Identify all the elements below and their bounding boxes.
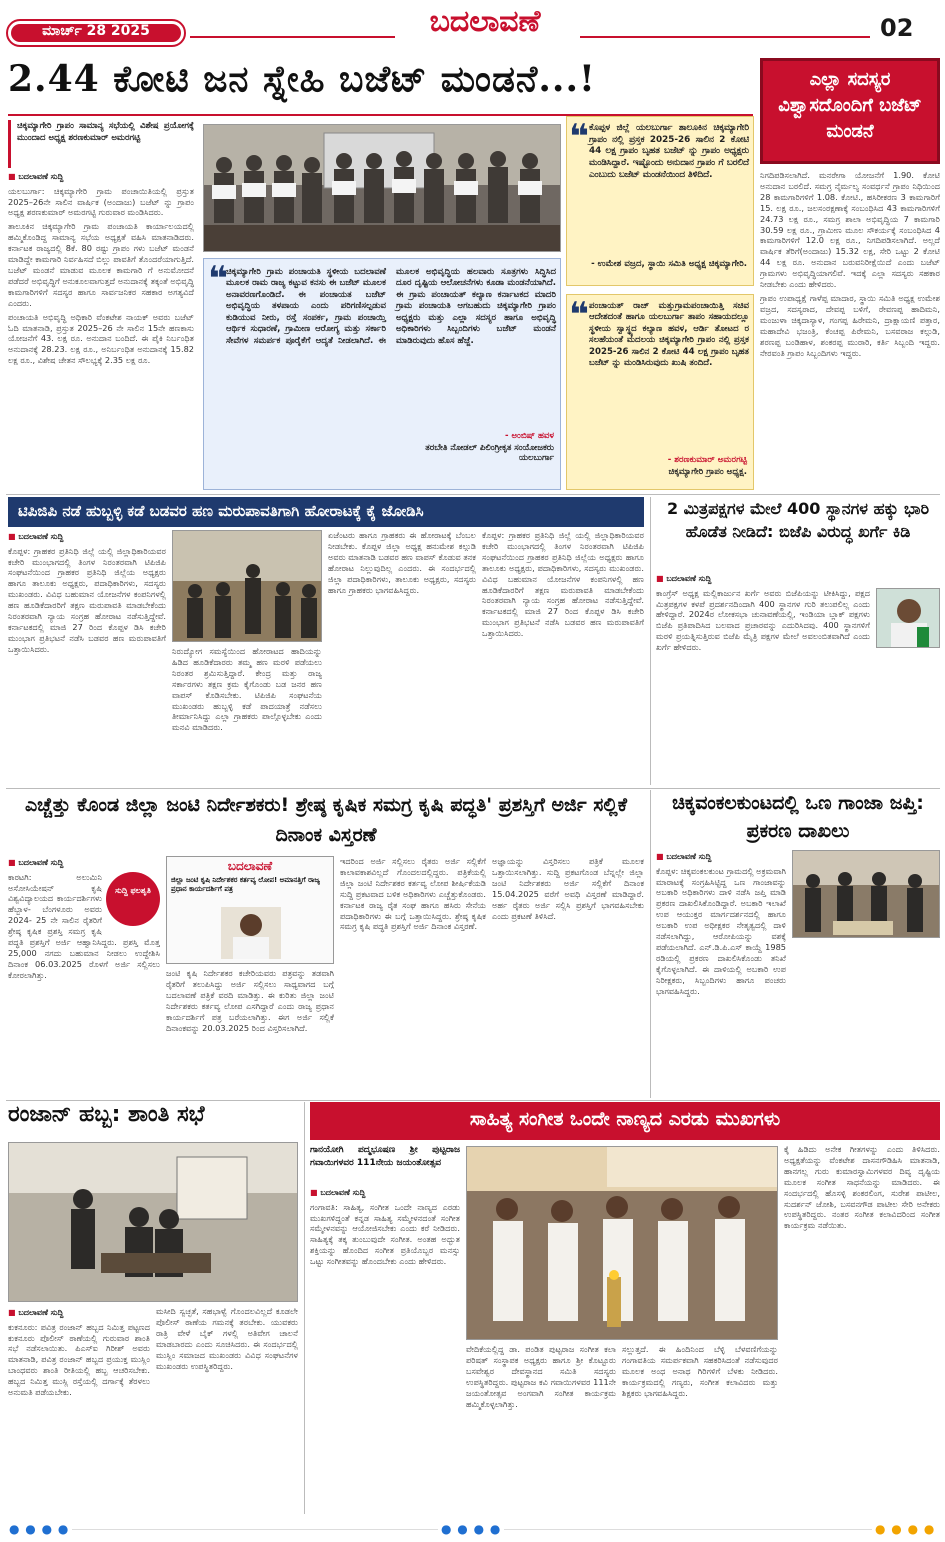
story7-headline: ಸಾಹಿತ್ಯ ಸಂಗೀತ ಒಂದೇ ನಾಣ್ಯದ ಎರಡು ಮುಖಗಳು	[310, 1102, 940, 1140]
story6-photo	[8, 1142, 298, 1302]
story3-headline: 2 ಮಿತ್ರಪಕ್ಷಗಳ ಮೇಲೆ 400 ಸ್ಥಾನಗಳ ಹಕ್ಕು ಭಾರಿ ಹೊಡೆತ ನೀಡಿದೆ: ಬಿಜೆಪಿ ವಿರುದ್ಧ ಖರ್ಗೆ ಕಿಡಿ	[666, 499, 930, 542]
story7-photo	[466, 1146, 778, 1340]
date-badge	[6, 19, 186, 47]
quote-mark-icon: ❝	[208, 259, 228, 299]
budget-meeting-photo	[204, 125, 561, 252]
story5-headline: ಚಿಕ್ಕವಂಕಲಕುಂಟದಲ್ಲಿ ಒಣ ಗಾಂಜಾ ಜಪ್ತಿ: ಪ್ರಕರಣ ದಾಖಲು	[672, 792, 924, 842]
footer-dots-center: ● ● ● ●	[438, 1522, 504, 1536]
story6-headline: ರಂಜಾನ್ ಹಬ್ಬ: ಶಾಂತಿ ಸಭೆ	[8, 1102, 205, 1127]
page-number: 02	[880, 14, 914, 42]
story7-column-3: ಸಲ್ಲುತ್ತದೆ. ಈ ಹಿಂದಿನಿಂದ ಬೆಳ್ಳಿ ಬೆಳವಣಿಗೆಯನ್ನು ಗಂಗಾವತಿಯ ಸಮರ್ಪಕವಾಗಿ ಸಹಕರಿಸಿದಂತೆ ನಡೆಸುವುದರ ಮೂಲಕ ಅಂಧ ಅನಾಥ ಗಿರಿಗಳಿಗೆ ಬೆಳಕು ನೀಡಿದರು. ಕಾರ್ಯಕ್ರಮದಲ್ಲಿ ಗಣ್ಯರು, ಸಂಗೀತ ಕಲಾವಿದರು ಮತ್ತು ಶಿಕ್ಷಕರು ಭಾಗವಹಿಸಿದ್ದರು.	[622, 1344, 778, 1398]
story7-column-2: ವೇದಿಕೆಯಲ್ಲಿದ್ದ ಡಾ. ಪಂಡಿತ ಪುಟ್ಟರಾಜ ಸಂಗೀತ ಕಲಾ ಪರಿಷತ್ ಸಂಸ್ಥಾಪಕ ಅಧ್ಯಕ್ಷರು ಹಾಗೂ ಶ್ರೀ ಕೊಟ್ಟೂರು ಬಸವೇಶ್ವರ ದೇವಸ್ಥಾನದ ಸಮಿತಿ ಸದಸ್ಯರು ಉಪಸ್ಥಿತರಿದ್ದರು. ಪುಟ್ಟರಾಜ ಕವಿ ಗವಾಯಿಗಳವರ 111ನೇ ಜಯಂತೋತ್ಸವ ಅಂಗವಾಗಿ ಸಂಗೀತ ಕಾರ್ಯಕ್ರಮ ಹಮ್ಮಿಕೊಳ್ಳಲಾಗಿತ್ತು.	[466, 1344, 616, 1409]
story4-column-3: ಇದರಿಂದ ಅರ್ಜಿ ಸಲ್ಲಿಸಲು ರೈತರು ಅರ್ಜಿ ಸಲ್ಲಿಕೆಗೆ ಕಾಲಾವಕಾಶವಿಲ್ಲದೆ ಗೊಂದಲದಲ್ಲಿದ್ದರು. ಪತ್ರಿಕೆಯಲ್ಲಿ ಜಿಲ್ಲಾ ಜಂಟಿ ನಿರ್ದೇಶಕರ ಕರ್ತವ್ಯ ಲೋಪ ಶೀರ್ಷಿಕೆಯಡಿ ಸುದ್ದಿ ಪ್ರಕಟವಾದ ಬಳಿಕ ಅಧಿಕಾರಿಗಳು ಎಚ್ಚೆತ್ತುಕೊಂಡರು. ಕರ್ನಾಟಕ ರಾಜ್ಯ ರೈತ ಸಂಘ ಹಾಗೂ ಹಸಿರು ಸೇನೆಯ ಪದಾಧಿಕಾರಿಗಳು ಈ ಬಗ್ಗೆ ಒತ್ತಾಯಿಸಿದ್ದರು. ಶ್ರೇಷ್ಠ ಕೃಷಿಕ ಸಮಗ್ರ ಕೃಷಿ ಪದ್ಧತಿ ಪ್ರಶಸ್ತಿಗೆ ಅರ್ಜಿ ದಿನಾಂಕ ವಿಸ್ತರಣೆ.	[340, 856, 486, 932]
newspaper-clipping: ಬದಲಾವಣೆ ಜಿಲ್ಲಾ ಜಂಟಿ ಕೃಷಿ ನಿರ್ದೇಶಕರ ಕರ್ತವ್ಯ ಲೋಪ! ಅಮಾನತ್ತಿಗೆ ರಾಜ್ಯ ಪ್ರಧಾನ ಕಾರ್ಯದರ್ಶಿಗೆ ಪತ್ರ	[166, 856, 334, 964]
story2-column-1: ■ ಬದಲಾವಣೆ ಸುದ್ದಿ ಕೊಪ್ಪಳ: ಗ್ರಾಹಕರ ಪ್ರತಿನಿಧಿ ಜಿಲ್ಲೆ ಯಲ್ಲಿ ಜಿಲ್ಲಾಧಿಕಾರಿಯವರ ಕಚೇರಿ ಮುಂಭಾಗದಲ್ಲಿ ತಿಂಗಳ ನಿರಂತರವಾಗಿ ಟಿಪಿಜಿಪಿ ಸಂಘಟನೆಯಿಂದ ಗ್ರಾಹಕರ ಪ್ರತಿನಿಧಿ ಜಿಲ್ಲೆಯ ಅಧ್ಯಕ್ಷರು ಹಾಗೂ ತಾಲೂಕು ಅಧ್ಯಕ್ಷರು, ಪದಾಧಿಕಾರಿಗಳು, ಸದಸ್ಯರು ಮುಖಂಡರು. ವಿವಿಧ ಬಹುಮಾನ ಯೋಜನೆಗಳ ಕಂಪನಿಗಳಲ್ಲಿ ಹಣ ಹೂಡಿಕೆದಾರರಿಗೆ ತಕ್ಷಣ ಮರುಪಾವತಿ ಮಾಡಬೇಕೆಂದು ನಿರಂತರವಾಗಿ ನ್ಯಾಯ ಸಂಗ್ರಹ ಹೋರಾಟ ನಡೆಸುತ್ತಿದ್ದೇವೆ. ಕರ್ನಾಟಕದಲ್ಲಿ ಮಾಜಿ 27 ರಿಂದ ಕೊಪ್ಪಳ ಡಿಸಿ ಕಚೇರಿ ಮುಂಭಾಗ ಪ್ರತಿಭಟನೆ ನಡೆಸಿ ಬಡವರ ಹಣ ಮರುಪಾವತಿಗೆ ಒತ್ತಾಯಿಸಿದರು.	[8, 530, 166, 785]
paper-logo: ಬದಲಾವಣೆ	[429, 4, 541, 39]
story6-column-2: ಮಸೀದಿ ಸ್ವಚ್ಛತೆ, ಸಹಭಾಳ್ವೆ ಗೊಂದಲವಿಲ್ಲದೆ ಕೂಡಲೇ ಪೊಲೀಸ್ ಠಾಣೆಯ ಗಮನಕ್ಕೆ ತರಬೇಕು. ಯುವಕರು ರಾತ್ರಿ ವೇಳೆ ಬೈಕ್ ಗಳಲ್ಲಿ ಅತಿವೇಗ ಚಾಲನೆ ಮಾಡಬಾರದು ಎಂದು ಸೂಚಿಸಿದರು. ಈ ಸಂದರ್ಭದಲ್ಲಿ ಮುಸ್ಲಿಂ ಸಮಾಜದ ಮುಖಂಡರು ವಿವಿಧ ಸಂಘಟನೆಗಳ ಮುಖಂಡರು ಉಪಸ್ಥಿತರಿದ್ದರು.	[156, 1306, 298, 1371]
story7-column-4: ಕೈ ಹಿಡಿದು ಅನೇಕ ಗೀತಗಳನ್ನು ಎಂದು ತಿಳಿಸಿದರು. ಅಧ್ಯಕ್ಷತೆಯನ್ನು ವೆಂಕಟೇಶ ದಾಸನಗೌಡಿಹಿಸಿ ಮಾತನಾಡಿ, ಹಾನಗಲ್ಲ ಗುರು ಕುಮಾರಸ್ವಾಮಿಗಳವರ ದಿವ್ಯ ದೃಷ್ಟಿಯ ಮೂಲಕ ಸಂಗೀತ ಸಾಧನೆಯನ್ನು ಮಾಡಿದರು. ಈ ಸಂದರ್ಭದಲ್ಲಿ ಹೊಸಳ್ಳಿ ಶಂಕರಲಿಂಗ, ಸುರೇಶ ಪಾಟೀಲ, ಸುದರ್ಶನ್ ಜೋಶಿ, ಬಸವನಗೌಡ ಪಾಟೀಲ ಸೇರಿ ಅನೇಕರು ಉಪಸ್ಥಿತರಿದ್ದರು. ನಂತರ ಸಂಗೀತ ಕಲಾವಿದರಿಂದ ಸಂಗೀತ ಕಾರ್ಯಕ್ರಮ ನಡೆಯಿತು.	[784, 1144, 940, 1231]
officer-portrait	[221, 907, 281, 959]
quote-box-yellow-1: ❝ ಕೊಪ್ಪಳ ಜಿಲ್ಲೆ ಯಲಬುರ್ಗಾ ತಾಲೂಕಿನ ಚಿಕ್ಕಮ್ಯಾಗೇರಿ ಗ್ರಾಪಂ ನಲ್ಲಿ ಪ್ರಸ್ತಕ 2025-26 ಸಾಲಿನ 2 ಕೋಟಿ 44 ಲಕ್ಷ ಗ್ರಾಪಂ ಬೃಹತ ಬಜೆಟ್ ನ್ನು ಗ್ರಾಪಂ ಅಧ್ಯಕ್ಷರು ಮಂಡಿಸಿದ್ದಾರೆ. ಇಷ್ಟೊಂದು ಅನುದಾನ ಗ್ರಾಪಂ ಗೆ ಬರಲಿದೆ ಎಂಬುದು ಬಜೆಟ್ ಮಂಡನೆಯಿಂದ ತಿಳಿದಿದೆ. - ಉಮೇಶ ವಜ್ರದ, ಸ್ಥಾಯಿ ಸಮಿತಿ ಅಧ್ಯಕ್ಷ ಚಿಕ್ಕಮ್ಯಾಗೇರಿ.	[566, 116, 754, 286]
quote-box-yellow-2: ❝ ಪಂಚಾಯತ್ ರಾಜ್ ಮತ್ತುಗ್ರಾಮಪಂಚಾಯಿತ್ತಿ ಸಚಿವ ಆದೇಶದಂತೆ ಹಾಗೂ ಯಲಬುರ್ಗಾ ತಾಪಂ ಸಹಾಯದಲ್ಲೂ ಸ್ಥಳೀಯ ಸ್ವಾಸ್ಥ್ಯದ ಕಲ್ಯಾಣ ಹವಳ, ಆರ್ಡಿ ತೋಟದ ರ ಸಲಹೆಯಂತೆ ಮದಲಯ ಚಿಕ್ಕಮ್ಯಾಗೇರಿ ಗ್ರಾಪಂ ನಲ್ಲಿ ಪ್ರಸ್ತಕ 2025-26 ಸಾಲಿನ 2 ಕೋಟಿ 44 ಲಕ್ಷ ಗ್ರಾಪಂ ಬೃಹತ ಬಜೆಟ್ ನ್ನು ಮಂಡಿಸಿರುವುದು ಖುಷಿ ತಂದಿದೆ. - ಶರಣಕುಮಾರ್ ಅಮರಗಟ್ಟಿ ಚಿಕ್ಕಮ್ಯಾಗೇರಿ ಗ್ರಾಪಂ ಅಧ್ಯಕ್ಷ.	[566, 294, 754, 490]
footer-dots-right: ● ● ● ●	[872, 1522, 938, 1536]
lead-body-column: ■ ಬದಲಾವಣೆ ಸುದ್ದಿ ಯಲಬುರ್ಗಾ: ಚಿಕ್ಕಮ್ಯಾಗೇರಿ ಗ್ರಾಮ ಪಂಚಾಯಿತಿಯಲ್ಲಿ ಪ್ರಸ್ತುತ 2025–26ನೇ ಸಾಲಿನ ವಾರ್ಷಿಕ (ಅಂದಾಜು) ಬಜೆಟ್ ನ್ನು ಗ್ರಾಪಂ ಅಧ್ಯಕ್ಷ ಶರಣಕುಮಾರ್ ಅಮರಗಟ್ಟಿ ಗುರುವಾರ ಮಂಡಿಸಿದರು. ತಾಲೂಕಿನ ಚಿಕ್ಕಮ್ಯಾಗೇರಿ ಗ್ರಾಮ ಪಂಚಾಯತಿ ಕಾರ್ಯಾಲಯದಲ್ಲಿ ಹಮ್ಮಿಕೊಂಡಿದ್ದ ಸಾಮಾನ್ಯ ಸಭೆಯ ಅಧ್ಯಕ್ಷತೆ ವಹಿಸಿ ಮಾತನಾಡಿದರು. ಕರ್ನಾಟಕ ರಾಜ್ಯದಲ್ಲಿ 8ಕೆ. 80 ರಷ್ಟು ಗ್ರಾಪಂ ಗಳು ಬಜೆಟ್ ಮಂಡನೆ ಮಾಡಿದ್ದೇ ಕಾಮಗಾರಿ ನಿರ್ವಹಿಸದೆ ಬಿಲ್ಲು ಪಾವತಿಗೆ ತೊಂದರೆಯಾಗುತ್ತಿದೆ. ಬಜೆಟ್ ಮಂಡನೆ ಮಾಡುವ ಮೂಲಕ ಕಾಮಗಾರಿ ಗೆ ಅನುಮೋದನೆ ಪಡೆದರೆ ಅಭಿವೃದ್ಧಿಗೆ ಅನುಕೂಲವಾಗುತ್ತದೆ ಅನುದಾನಕ್ಕೆ ತಕ್ಕಂತೆ ಅಭಿವೃದ್ಧಿ ಕಾಮಗಾರಿಗಳಿಗೆ ಸದಸ್ಯರ ಹಾಗೂ ಸಾರ್ವಜನಿಕರ ಸಹಕಾರ ಅಗತ್ಯವಿದೆ ಎಂದರು. ಪಂಚಾಯತಿ ಅಭಿವೃದ್ಧಿ ಅಧಿಕಾರಿ ವೆಂಕಟೇಶ ನಾಯಕ್ ಅವರು ಬಜೆಟ್ ಓದಿ ಮಾತನಾಡಿ, ಪ್ರಸ್ತುತ 2025–26 ನೇ ಸಾಲಿನ 15ನೇ ಹಣಕಾಸು ಯೋಜನೆಗೆ 43. ಲಕ್ಷ ರೂ. ಅನುದಾನ ಬಂದಿದೆ. ಈ ಪೈಕಿ ನಿರ್ಬಂಧಿತ ಅನುದಾನಕ್ಕೆ 28.23. ಲಕ್ಷ ರೂ., ಅನಿರ್ಬಂಧಿತ ಅನುದಾನಕ್ಕೆ 15.82 ಲಕ್ಷ ರೂ., ವಿಶೇಷ ಚೇತನ ಸೌಲಭ್ಯಕ್ಕೆ 2.35 ಲಕ್ಷ ರೂ.	[8, 170, 194, 492]
footer-dots-left: ● ● ● ●	[6, 1522, 72, 1536]
quote-box-blue: ❝ ಚಿಕ್ಕಮ್ಯಾಗೇರಿ ಗ್ರಾಮ ಪಂಚಾಯತಿ ಸ್ಥಳೀಯ ಬದಲಾವಣೆ ಮೂಲಕ ರಾಮ ರಾಜ್ಯ ಕಟ್ಟುವ ಕನಸು ಈ ಬಜೆಟ್ ಮೂಲಕ ಅನಾವರಣಗೊಂಡಿದೆ. ಈ ಪಂಚಾಯತ ಬಜೆಟ್ ಅಭಿವೃದ್ಧಿಯ ತಳಪಾಯ ಎಂದು ಪರಿಗಣಿಸಲ್ಪಡುವ ಕುಡಿಯುವ ನೀರು, ರಸ್ತೆ ಸಂಪರ್ಕ, ಗ್ರಾಮ ಪಂಚಾಯ್ತಿ ಆರ್ಥಿಕ ಸುಧಾರಣೆ, ಗ್ರಾಮೀಣ ಆರೋಗ್ಯ ಮತ್ತು ಸರ್ಕಾರಿ ಸೇವೆಗಳ ಸಮರ್ಪಕ ಪೂರೈಕೆಗೆ ಆದ್ಯತೆ ನೀಡಲಾಗಿದೆ. ಈ ಮೂಲಕ ಅಭಿವೃದ್ಧಿಯ ಹಲವಾರು ಸೂತ್ರಗಳು ಸಿದ್ಧಿಸಿದ ದೂರ ದೃಷ್ಟಿಯ ಆಲೋಚನೆಗಳು ಕೂಡಾ ಮಂಡನೆಯಾಗಿದೆ. ಈ ಗ್ರಾಮ ಪಂಚಾಯತ್ ಕಲ್ಯಾಣ ಕರ್ನಾಟಕದ ಮಾದರಿ ಗ್ರಾಮ ಪಂಚಾಯತಿ ಆಗಬಹುದು ಚಿಕ್ಕಮ್ಯಾಗೇರಿ ಗ್ರಾಪಂ ಅಧ್ಯಕ್ಷರು ಮತ್ತು ಎಲ್ಲಾ ಸದಸ್ಯರ ಹಾಗೂ ಅಭಿವೃದ್ಧಿ ಅಧಿಕಾರಿಗಳು ಸಿಬ್ಬಂದಿಗಳು ಬಜೆಟ್ ಮಂಡನೆ ಮಾಡಿರುವುದು ಹೊಸ ಹೆಜ್ಜೆ. - ಅಂಬಿಷ್ ಹವಳ ತರಬೇತಿ ನೋಡಲ್ ಪಿಲಿಂಗ್ರೀಕೃತ ಸಂಯೋಜಕರು ಯಲಬುರ್ಗಾ	[203, 258, 561, 490]
story4-column-4: ಅಜ್ಞಾಯನ್ನು ವಿಸ್ತರಿಸಲು ಪತ್ರಿಕೆ ಮೂಲಕ ಒತ್ತಾಯಿಸಲಾಗಿತ್ತು. ಸುದ್ದಿ ಪ್ರಕಟಗೊಂಡ ಬೆನ್ನಲ್ಲೇ ಜಿಲ್ಲಾ ಜಂಟಿ ನಿರ್ದೇಶಕರು ಅರ್ಜಿ ಸಲ್ಲಿಕೆಗೆ ದಿನಾಂಕ 15.04.2025 ವರೆಗೆ ಅವಧಿ ವಿಸ್ತರಣೆ ಮಾಡಿದ್ದಾರೆ. ಅರ್ಹ ರೈತರು ಅರ್ಜಿ ಸಲ್ಲಿಸಿ ಪ್ರಶಸ್ತಿಗೆ ಭಾಗವಹಿಸಬೇಕು ಎಂದು ಪ್ರಕಟಣೆ ತಿಳಿಸಿದೆ.	[492, 856, 644, 921]
story4-headline: ಎಚ್ಚೆತ್ತು ಕೊಂಡ ಜಿಲ್ಲಾ ಜಂಟಿ ನಿರ್ದೇಶಕರು! ಶ್ರೇಷ್ಠ ಕೃಷಿಕ ಸಮಗ್ರ ಕೃಷಿ ಪದ್ಧತಿ' ಪ್ರಶಸ್ತಿಗೆ ಅರ್ಜಿ ಸಲ್ಲಿಕೆ ದಿನಾಂಕ ವಿಸ್ತರಣೆ	[24, 794, 628, 847]
story2-headline: ಟಿಪಿಜಿಪಿ ನಡೆ ಹುಬ್ಬಳ್ಳಿ ಕಡೆ ಬಡವರ ಹಣ ಮರುಪಾವತಿಗಾಗಿ ಹೋರಾಟಕ್ಕೆ ಕೈ ಜೋಡಿಸಿ	[8, 497, 644, 527]
lamp-lighting-photo	[467, 1147, 778, 1340]
story7-subhead: ಗಾನಯೋಗಿ ಪದ್ಮಭೂಷಣ ಶ್ರೀ ಪುಟ್ಟರಾಜ ಗವಾಯಿಗಳವರ 111ನೇಯ ಜಯಂತೋತ್ಸವ	[310, 1145, 460, 1168]
story7-column-1: ■ ಬದಲಾವಣೆ ಸುದ್ದಿ ಗಂಗಾವತಿ: ಸಾಹಿತ್ಯ, ಸಂಗೀತ ಒಂದೇ ನಾಣ್ಯದ ಎರಡು ಮುಖಗಳಿದ್ದಂತೆ ಕನ್ನಡ ಸಾಹಿತ್ಯ ಸಮ್ಮೇಳನದಂತೆ ಸಂಗೀತ ಸಮ್ಮೇಳನವನ್ನು ಆಯೋಜಿಸಬೇಕು ಎಂದು ಕರೆ ನೀಡಿದರು. ಸಾಹಿತ್ಯಕ್ಕೆ ತಕ್ಕ ತುಂಬುವುದೇ ಸಂಗೀತ. ಅಂತಹ ಅದ್ಭುತ ಶಕ್ತಿಯನ್ನು ಹೊಂದಿದ ಸಂಗೀತ ಪ್ರತಿಯೊಬ್ಬರ ಮನಸ್ಸು ಒಟ್ಟು ಸಂಗೀತವನ್ನು ಹೊಂದಬೇಕು ಎಂದು ಹೇಳಿದರು.	[310, 1186, 460, 1514]
story2-column-2: ನಿರುದ್ಯೋಗ ಸಮಸ್ಯೆಯಿಂದ ಹೋರಾಟದ ಹಾದಿಯನ್ನು ಹಿಡಿದ ಹೂಡಿಕೆದಾರರು ತಮ್ಮ ಹಣ ಮರಳಿ ಪಡೆಯಲು ನಿರಂತರ ಶ್ರಮಿಸುತ್ತಿದ್ದಾರೆ. ಕೇಂದ್ರ ಮತ್ತು ರಾಜ್ಯ ಸರ್ಕಾರಗಳು ತಕ್ಷಣ ಕ್ರಮ ಕೈಗೊಂಡು ಬಡ ಜನರ ಹಣ ವಾಪಸ್ ಕೊಡಿಸಬೇಕು. ಟಿಪಿಜಿಪಿ ಸಂಘಟನೆಯ ಮುಖಂಡರು ಹುಬ್ಬಳ್ಳಿ ಕಡೆ ಪಾದಯಾತ್ರೆ ನಡೆಸಲು ತೀರ್ಮಾನಿಸಿದ್ದು ಎಲ್ಲಾ ಗ್ರಾಹಕರು ಪಾಲ್ಗೊಳ್ಳಬೇಕು ಎಂದು ಮನವಿ ಮಾಡಿದರು.	[172, 646, 322, 733]
lead-side-heading: ಎಲ್ಲಾ ಸದಸ್ಯರ ವಿಶ್ವಾಸದೊಂದಿಗೆ ಬಜೆಟ್ ಮಂಡನೆ	[760, 58, 940, 164]
lead-photo	[203, 124, 561, 252]
news-impact-badge: ಸುದ್ದಿ ಫಲಶೃತಿ	[106, 872, 160, 926]
story3-body: ■ ಬದಲಾವಣೆ ಸುದ್ದಿ ಕಾಂಗ್ರೆಸ್ ಅಧ್ಯಕ್ಷ ಮಲ್ಲಿಕಾರ್ಜುನ ಖರ್ಗೆ ಅವರು ಬಿಜೆಪಿಯನ್ನು ಟೀಕಿಸಿದ್ದು, ಪಕ್ಷದ ಮಿತ್ರಪಕ್ಷಗಳ ಕಳಪೆ ಪ್ರದರ್ಶನದಿಂದಾಗಿ 400 ಸ್ಥಾನಗಳ ಗುರಿ ತಲುಪಲಿಲ್ಲ ಎಂದು ಹೇಳಿದ್ದಾರೆ. 2024ರ ಲೋಕಸಭಾ ಚುನಾವಣೆಯಲ್ಲಿ, ಇಂಡಿಯಾ ಬ್ಲಾಕ್ ಪಕ್ಷಗಳು ಬಿಜೆಪಿ ಪ್ರತಿಪಾದಿಸಿದ ಬಲವಾದ ಪ್ರಚಾರವನ್ನು ಎದುರಿಸಿದವು. 400 ಸ್ಥಾನಗಳಿಗೆ ಮರಳಿ ಪ್ರಯತ್ನಿಸುತ್ತಿರುವ ಬಿಜೆಪಿ ಮೈತ್ರಿ ಪಕ್ಷಗಳ ಮೇಲೆ ಅವಲಂಬಿತವಾಗಿದೆ ಎಂದು ಖರ್ಗೆ ಹೇಳಿದರು.	[656, 572, 940, 782]
masthead	[0, 0, 945, 54]
seizure-photo	[793, 851, 940, 938]
story2-column-4: ಕೊಪ್ಪಳ: ಗ್ರಾಹಕರ ಪ್ರತಿನಿಧಿ ಜಿಲ್ಲೆ ಯಲ್ಲಿ ಜಿಲ್ಲಾಧಿಕಾರಿಯವರ ಕಚೇರಿ ಮುಂಭಾಗದಲ್ಲಿ ತಿಂಗಳ ನಿರಂತರವಾಗಿ ಟಿಪಿಜಿಪಿ ಸಂಘಟನೆಯಿಂದ ಗ್ರಾಹಕರ ಪ್ರತಿನಿಧಿ ಜಿಲ್ಲೆಯ ಅಧ್ಯಕ್ಷರು ಹಾಗೂ ತಾಲೂಕು ಅಧ್ಯಕ್ಷರು, ಪದಾಧಿಕಾರಿಗಳು, ಸದಸ್ಯರು ಮುಖಂಡರು. ವಿವಿಧ ಬಹುಮಾನ ಯೋಜನೆಗಳ ಕಂಪನಿಗಳಲ್ಲಿ ಹಣ ಹೂಡಿಕೆದಾರರಿಗೆ ತಕ್ಷಣ ಮರುಪಾವತಿ ಮಾಡಬೇಕೆಂದು ನಿರಂತರವಾಗಿ ನ್ಯಾಯ ಸಂಗ್ರಹ ಹೋರಾಟ ನಡೆಸುತ್ತಿದ್ದೇವೆ. ಕರ್ನಾಟಕದಲ್ಲಿ ಮಾಜಿ 27 ರಿಂದ ಕೊಪ್ಪಳ ಡಿಸಿ ಕಚೇರಿ ಮುಂಭಾಗ ಪ್ರತಿಭಟನೆ ನಡೆಸಿ ಬಡವರ ಹಣ ಮರುಪಾವತಿಗೆ ಒತ್ತಾಯಿಸಿದರು.	[482, 530, 644, 639]
kharge-photo	[876, 588, 940, 648]
story5-body: ■ ಬದಲಾವಣೆ ಸುದ್ದಿ ಕೊಪ್ಪಳ: ಚಿಕ್ಕವಂಕಲಕುಂಟ ಗ್ರಾಮದಲ್ಲಿ ಅಕ್ರಮವಾಗಿ ಮಾರಾಟಕ್ಕೆ ಸಂಗ್ರಹಿಸಿಟ್ಟಿದ್ದ ಒಣ ಗಾಂಜಾವನ್ನು ಅಬಕಾರಿ ಅಧಿಕಾರಿಗಳು ದಾಳಿ ನಡೆಸಿ ಜಪ್ತಿ ಮಾಡಿ ಪ್ರಕರಣ ದಾಖಲಿಸಿಕೊಂಡಿದ್ದಾರೆ. ಅಬಕಾರಿ ಇಲಾಖೆ ಉಪ ಆಯುಕ್ತರ ಮಾರ್ಗದರ್ಶನದಲ್ಲಿ ಹಾಗೂ ಅಬಕಾರಿ ಉಪ ಅಧೀಕ್ಷಕರ ನೇತೃತ್ವದಲ್ಲಿ ದಾಳಿ ನಡೆಸಲಾಗಿದ್ದು, ಆರೋಪಿಯನ್ನು ವಶಕ್ಕೆ ಪಡೆಯಲಾಗಿದೆ. ಎನ್.ಡಿ.ಪಿ.ಎಸ್ ಕಾಯ್ದೆ 1985 ರಡಿಯಲ್ಲಿ ಪ್ರಕರಣ ದಾಖಲಿಸಿಕೊಂಡು ತನಿಖೆ ಕೈಗೊಳ್ಳಲಾಗಿದೆ. ಈ ದಾಳಿಯಲ್ಲಿ ಅಬಕಾರಿ ಉಪ ನಿರೀಕ್ಷಕರು, ಸಿಬ್ಬಂದಿಗಳು ಹಾಗೂ ಪಂಚರು ಭಾಗವಹಿಸಿದ್ದರು.	[656, 850, 786, 1098]
story2-column-3: ಏಜೆಂಟರು ಹಾಗೂ ಗ್ರಾಹಕರು ಈ ಹೋರಾಟಕ್ಕೆ ಬೆಂಬಲ ನೀಡಬೇಕು. ಕೊಪ್ಪಳ ಜಿಲ್ಲಾ ಅಧ್ಯಕ್ಷ ಹನುಮೇಶ ಕಲ್ಗುಡಿ ಅವರು ಮಾತನಾಡಿ ಬಡವರ ಹಣ ವಾಪಸ್ ಕೊಡುವ ತನಕ ಹೋರಾಟ ನಿಲ್ಲುವುದಿಲ್ಲ ಎಂದರು. ಈ ಸಂದರ್ಭದಲ್ಲಿ ಜಿಲ್ಲಾ ಪದಾಧಿಕಾರಿಗಳು, ತಾಲೂಕು ಅಧ್ಯಕ್ಷರು, ಸದಸ್ಯರು ಹಾಗೂ ಗ್ರಾಹಕರು ಭಾಗವಹಿಸಿದ್ದರು.	[328, 530, 476, 595]
peace-meeting-photo	[9, 1143, 298, 1302]
story2-photo	[172, 530, 322, 642]
quote-mark-icon: ❝	[569, 295, 589, 335]
lead-right-column: ನಿಗದಿಪಡಿಸಲಾಗಿದೆ. ಮನರೇಗಾ ಯೋಜನೆಗೆ 1.90. ಕೋಟಿ ಅನುದಾನ ಬರಲಿದೆ. ಸಮಗ್ರ ನೈರ್ಮಲ್ಯ ಸಂವರ್ಧನೆ ಗ್ರಾಪಂ ನಿಧಿಯಿಂದ 28 ಕಾಮಗಾರಿಗಳಿಗೆ 1.08. ಕೋಟಿ., ಹಸಿರೀಕರಣ 3 ಕಾಮಗಾರಿಗೆ 15. ಲಕ್ಷ ರೂ., ಜಲಸಂರಕ್ಷಣಾಕ್ಕೆ ಸಂಬಂಧಿಸಿದ 43 ಕಾಮಗಾರಿಗಳಿಗೆ 24.73 ಲಕ್ಷ ರೂ., ಸಮಗ್ರ ಶಾಲಾ ಅಭಿವೃದ್ಧಿಯ 7 ಕಾಮಗಾರಿ 30.59 ಲಕ್ಷ ರೂ., ಗ್ರಾಮೀಣ ಮೂಲ ಸೌಕರ್ಯಕ್ಕೆ ಸಂಬಂಧಿಸಿದ 4 ಕಾಮಗಾರಿಗಳಿಗೆ 12.0 ಲಕ್ಷ ರೂ., ನಿಗದಿಪಡಿಸಲಾಗಿದೆ. ಅಲ್ಲದೆ ವಾರ್ಷಿಕ ತೆರಿಗೆ(ಅಂದಾಜು) 15.32 ಲಕ್ಷ, ಸೇರಿ ಒಟ್ಟು 2 ಕೋಟಿ 44 ಲಕ್ಷ ರೂ. ಅನುದಾನ ಬರುವನಿರೀಕ್ಷೆಯಿದೆ ಎಂದು ಬಜೆಟ್ ಗ್ರಾಮಗಳು ಅಭಿವೃದ್ಧಿಯಾಗಲಿವೆ. ಇದಕ್ಕೆ ಎಲ್ಲಾ ಸದಸ್ಯರು ಸಹಕಾರ ನೀಡಬೇಕು ಎಂದು ಹೇಳಿದರು. ಗ್ರಾಪಂ ಉಪಾಧ್ಯಕ್ಷೆ ಗಾಳೆಪ್ಪ ಮಾದಾರ, ಸ್ಥಾಯಿ ಸಮಿತಿ ಅಧ್ಯಕ್ಷ ಉಮೇಶ ವಜ್ರದ, ಸದಸ್ಯರಾದ, ದೇವಪ್ಪ ಬಳಿಗೆ, ರೇವಣಪ್ಪ ಹಾದಿಮನಿ, ಮಂಜುಳಾ ಚಿಕ್ಕದಾಸ್ಯಾಳ, ಗಂಗಪ್ಪ ಹಿರೇಮನಿ, ದ್ರಾಕ್ಷಾಯಣಿ ಪತ್ತಾರ, ಮಹಾದೇವಿ ಭಜಂತ್ರಿ, ಕೆಂಚಪ್ಪ ಪಿರೇಮನಿ, ಬಸವರಾಜ ಕಲ್ಗುಡಿ, ಶರಣಪ್ಪ ಬಂಡಿಹಾಳ, ಶಂಕರಪ್ಪ ಮುರಾರಿ, ಕರ್ತಿ ಸಿಬ್ಬಂದಿ ಇದ್ದರು. ನೇರವಂತಿ ಗ್ರಾಪಂ ಸಿಬ್ಬಂದಿಗಳು ಇದ್ದರು.	[760, 170, 940, 358]
lead-subhead: ಚಿಕ್ಕಮ್ಯಾಗೇರಿ ಗ್ರಾಪಂ ಸಾಮಾನ್ಯ ಸಭೆಯಲ್ಲಿ ವಿಶೇಷ ಪ್ರಯೋಗಕ್ಕೆ ಮುಂದಾದ ಅಧ್ಯಕ್ಷ ಶರಣಕುಮಾರ್ ಅಮರಗಟ್ಟಿ	[8, 120, 194, 168]
issue-date: ಮಾರ್ಚ್ 28 2025	[42, 23, 150, 39]
story4-column-2: ಜಂಟಿ ಕೃಷಿ ನಿರ್ದೇಶಕರ ಕಚೇರಿಯವರು ಪತ್ರವನ್ನು ತಡವಾಗಿ ರೈತರಿಗೆ ತಲುಪಿಸಿದ್ದು ಅರ್ಜಿ ಸಲ್ಲಿಸಲು ಸಾಧ್ಯವಾಗದ ಬಗ್ಗೆ ಬದಲಾವಣೆ ಪತ್ರಿಕೆ ವರದಿ ಮಾಡಿತ್ತು. ಈ ಕುರಿತು ಜಿಲ್ಲಾ ಜಂಟಿ ನಿರ್ದೇಶಕರು ಕರ್ತವ್ಯ ಲೋಪ ಎಸಗಿದ್ದಾರೆ ಎಂದು ರಾಜ್ಯ ಪ್ರಧಾನ ಕಾರ್ಯದರ್ಶಿಗೆ ಪತ್ರ ಬರೆಯಲಾಗಿತ್ತು. ಈಗ ಅರ್ಜಿ ಸಲ್ಲಿಕೆ ದಿನಾಂಕವನ್ನು 20.03.2025 ರಿಂದ ವಿಸ್ತರಿಸಲಾಗಿದೆ.	[166, 968, 334, 1033]
lead-headline: 2.44 ಕೋಟಿ ಜನ ಸ್ನೇಹಿ ಬಜೆಟ್ ಮಂಡನೆ...!	[8, 58, 753, 116]
protest-photo	[173, 531, 322, 642]
story6-column-1: ■ ಬದಲಾವಣೆ ಸುದ್ದಿ ಕುಕನೂರು: ಪವಿತ್ರ ರಂಜಾನ್ ಹಬ್ಬದ ನಿಮಿತ್ತ ಪಟ್ಟಣದ ಕುಕನೂರು ಪೊಲೀಸ್ ಠಾಣೆಯಲ್ಲಿ ಗುರುವಾರ ಶಾಂತಿ ಸಭೆ ನಡೆಸಲಾಯಿತು. ಪಿಎಸ್ಐ ಗಿರೀಶ್ ಅವರು ಮಾತನಾಡಿ, ಪವಿತ್ರ ರಂಜಾನ್ ಹಬ್ಬದ ಪ್ರಯುಕ್ತ ಮುಸ್ಲಿಂ ಬಾಂಧವರು ಶಾಂತಿ ರೀತಿಯಲ್ಲಿ ಹಬ್ಬ ಆಚರಿಸಬೇಕು. ಹಬ್ಬದ ನಿಮಿತ್ತ ಮುಸ್ಲಿ ರಸ್ತೆಯಲ್ಲಿ ದರ್ಗಾಕ್ಕೆ ತೆರಳಲು ಅನುಮತಿ ಪಡೆಯಬೇಕು.	[8, 1306, 150, 1514]
story5-photo	[792, 850, 940, 938]
page-footer	[0, 1518, 945, 1542]
story4-column-1: ■ ಬದಲಾವಣೆ ಸುದ್ದಿ ಸುದ್ದಿ ಫಲಶೃತಿ ಕಾರಟಗಿ: ಅಲುಮಿನಿ ಅಸೋಸಿಯೇಷನ್ ಕೃಷಿ ವಿಶ್ವವಿದ್ಯಾಲಯದ ಕಾರ್ಯದರ್ಶಿಗಳು ಹೆಬ್ಬಾಳ- ಬೆಂಗಳೂರು ಅವರು 2024- 25 ನೇ ಸಾಲಿನ ರೈತರಿಗೆ ಶ್ರೇಷ್ಠ ಕೃಷಿಕ ಪ್ರಶಸ್ತಿ ಸಮಗ್ರ ಕೃಷಿ ಪದ್ಧತಿ ಪ್ರಶಸ್ತಿಗೆ ಅರ್ಜಿ ಆಹ್ವಾನಿಸಿದ್ದರು. ಪ್ರಶಸ್ತಿ ಮೊತ್ತ 25,000 ನಗದು ಬಹುಮಾನ ನೀಡಲು ಉದ್ದೇಶಿಸಿ ದಿನಾಂಕ 06.03.2025 ರೊಳಗೆ ಅರ್ಜಿ ಸಲ್ಲಿಸಲು ಕೋರಲಾಗಿತ್ತು.	[8, 856, 160, 1098]
quote-mark-icon: ❝	[569, 117, 589, 157]
